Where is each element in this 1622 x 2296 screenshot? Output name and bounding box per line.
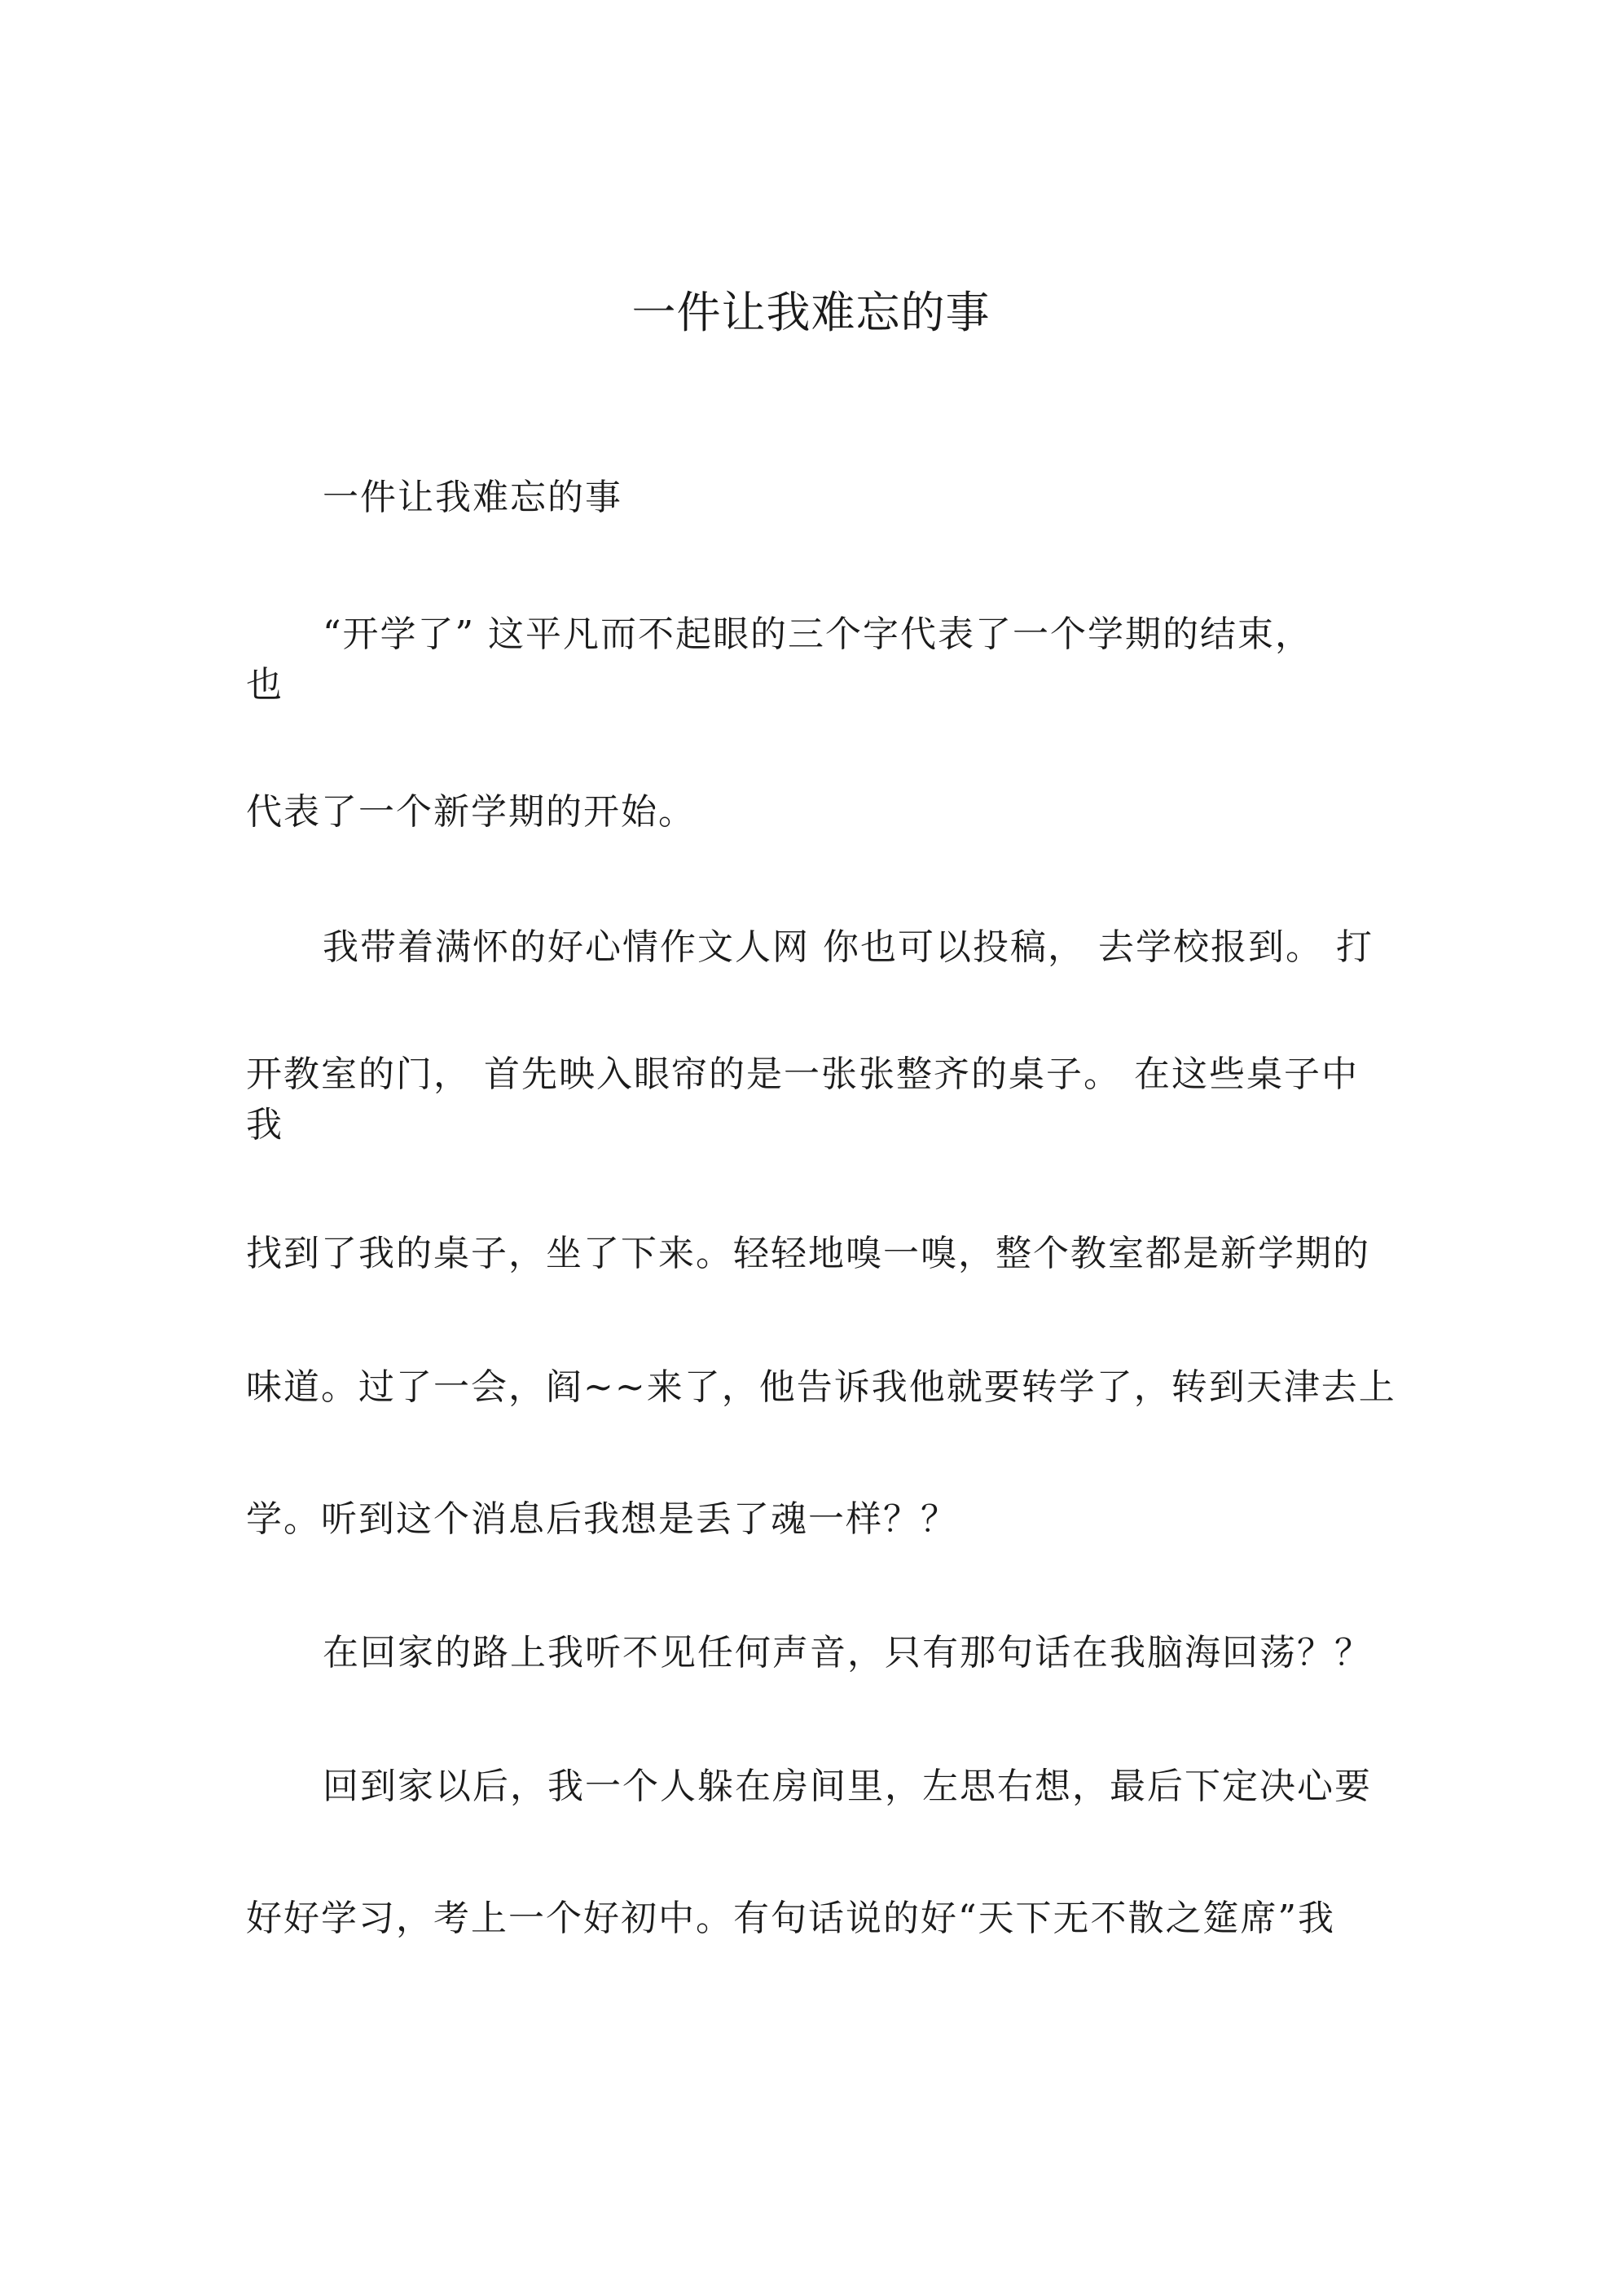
- paragraph-line: 我: [246, 1104, 284, 1146]
- paragraph-line: 代表了一个新学期的开始。: [246, 791, 696, 833]
- paragraph-line: 在回家的路上我听不见任何声音，只有那句话在我脑海回荡？？: [323, 1632, 1372, 1674]
- paragraph-line: 回到家以后，我一个人躲在房间里，左思右想，最后下定决心要: [323, 1766, 1372, 1807]
- paragraph-line: 学。听到这个消息后我想是丢了魂一样？？: [246, 1498, 958, 1540]
- paragraph-line: “开学了” 这平凡而不起眼的三个字代表了一个学期的结束，: [323, 614, 1312, 655]
- paragraph-line: 开教室的门， 首先映入眼帘的是一张张整齐的桌子。 在这些桌子中: [246, 1053, 1359, 1095]
- paragraph-line: 好好学习，考上一个好初中。有句话说的好“天下无不散之筵席”我: [246, 1898, 1335, 1939]
- paragraph-line: 味道。过了一会，阎~~来了，他告诉我他就要转学了，转到天津去上: [246, 1366, 1396, 1408]
- paragraph-line: 一件让我难忘的事: [323, 477, 622, 518]
- paragraph-line: 也: [246, 664, 284, 706]
- paragraph-line: 我带着满怀的好心情作文人网 你也可以投稿， 去学校报到。 打: [323, 926, 1374, 968]
- paragraph-line: 找到了我的桌子，坐了下来。轻轻地嗅一嗅，整个教室都是新学期的: [246, 1233, 1370, 1274]
- document-title: 一件让我难忘的事: [631, 287, 991, 338]
